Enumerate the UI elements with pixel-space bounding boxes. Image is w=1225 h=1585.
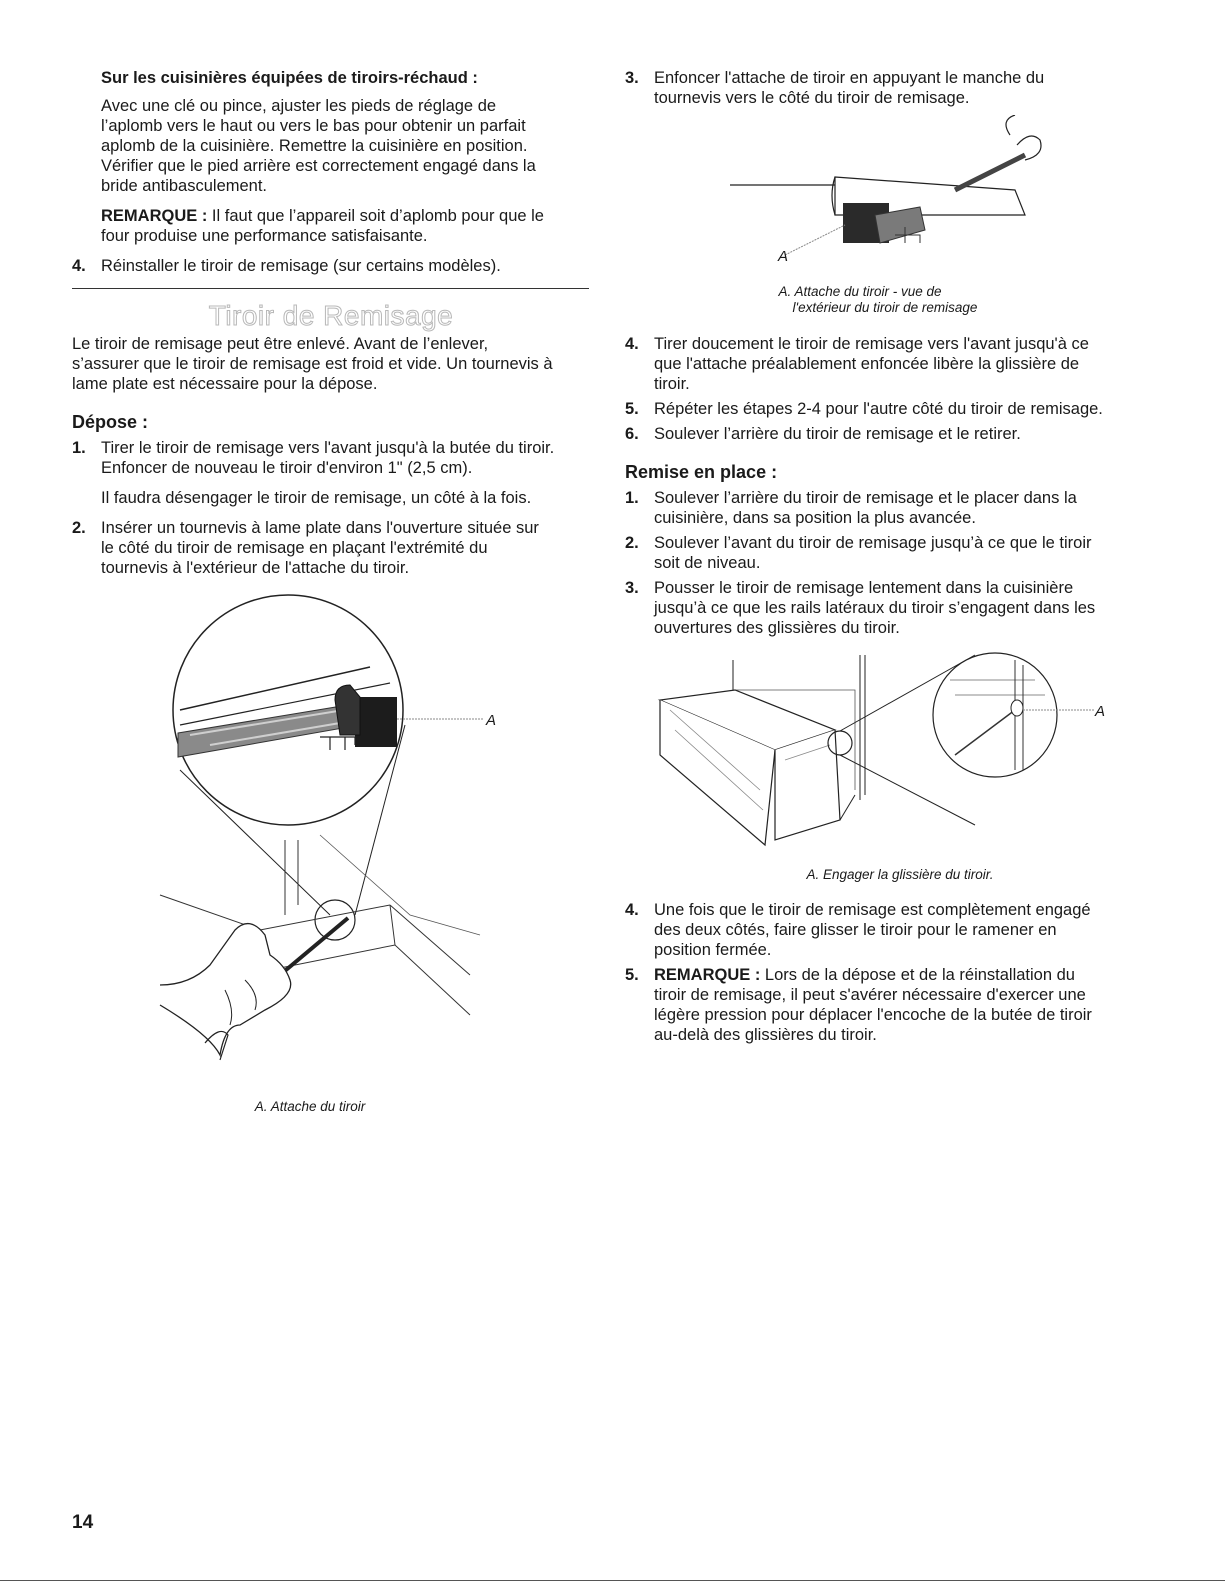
step5b-line4: au-delà des glissières du tiroir.: [654, 1026, 877, 1044]
step6-right-number: 6.: [625, 425, 639, 443]
heading-warming-drawer: Sur les cuisinières équipées de tiroirs-réchaud :: [101, 69, 478, 87]
remise-step1-number: 1.: [625, 489, 639, 507]
step3-line2: tournevis vers le côté du tiroir de remisage.: [654, 89, 970, 107]
depose-step1-line2: Enfoncer de nouveau le tiroir d'environ 1" (2,5 cm).: [101, 459, 473, 477]
step4-right-number: 4.: [625, 335, 639, 353]
step4-right-line1: Tirer doucement le tiroir de remisage vers l'avant jusqu'à ce: [654, 335, 1089, 353]
intro-line-2: l’aplomb vers le haut ou vers le bas pour obtenir un parfait: [101, 117, 526, 135]
fig1-caption-line1: A. Attache du tiroir - vue de: [778, 284, 942, 299]
note-line-1: [101, 206, 544, 226]
fig1-label: A: [778, 248, 789, 265]
fig2-label: A: [1095, 703, 1106, 720]
remise-step2-number: 2.: [625, 534, 639, 552]
drawer-clip-illustration: [150, 585, 500, 1065]
step6-right-line1: Soulever l’arrière du tiroir de remisage et le retirer.: [654, 425, 1021, 443]
intro-line-1: Avec une clé ou pince, ajuster les pieds de réglage de: [101, 97, 497, 115]
depose-step2-line3: tournevis à l'extérieur de l'attache du tiroir.: [101, 559, 410, 577]
remise-step3-line1: Pousser le tiroir de remisage lentement dans la cuisinière: [654, 579, 1074, 597]
step4b-line1: Une fois que le tiroir de remisage est complètement engagé: [654, 901, 1091, 919]
step5b-number: 5.: [625, 966, 639, 984]
drawer-rail-illustration: [655, 650, 1105, 855]
fig2-caption: A. Engager la glissière du tiroir.: [806, 867, 994, 882]
intro-line-5: bride antibasculement.: [101, 177, 268, 195]
depose-heading: Dépose :: [72, 412, 149, 432]
intro-line-3: aplomb de la cuisinière. Remettre la cuisinière en position.: [101, 137, 528, 155]
left-figure-caption: A. Attache du tiroir: [254, 1099, 366, 1114]
remise-step1-line2: cuisinière, dans sa position la plus avancée.: [654, 509, 976, 527]
step3-number: 3.: [625, 69, 639, 87]
remise-heading: Remise en place :: [625, 462, 778, 482]
depose-step2-line2: le côté du tiroir de remisage en plaçant l'extrémité du: [101, 539, 488, 557]
depose-step1-number: 1.: [72, 439, 86, 457]
bottom-edge-line: [0, 1580, 1225, 1581]
step4b-line3: position fermée.: [654, 941, 772, 959]
clip-outside-view-illustration: [725, 115, 1045, 265]
depose-step1-line1: Tirer le tiroir de remisage vers l'avant jusqu'à la butée du tiroir.: [101, 439, 555, 457]
intro-line-4: Vérifier que le pied arrière est correctement engagé dans la: [101, 157, 536, 175]
step4-right-line2: que l'attache préalablement enfoncée libère la glissière de: [654, 355, 1080, 373]
note-label: REMARQUE :: [101, 207, 208, 225]
step4b-line2: des deux côtés, faire glisser le tiroir pour le ramener en: [654, 921, 1057, 939]
note-text-1: Il faut que l’appareil soit d’aplomb pour que le: [207, 207, 544, 225]
page-number: 14: [72, 1512, 94, 1533]
step5b-line1: [654, 965, 1075, 985]
section-intro-3: lame plate est nécessaire pour la dépose.: [72, 375, 378, 393]
section-intro-2: s’assurer que le tiroir de remisage est froid et vide. Un tournevis à: [72, 355, 553, 373]
step5b-text-1: Lors de la dépose et de la réinstallation du: [760, 966, 1075, 984]
step5b-line2: tiroir de remisage, il peut s'avérer nécessaire d'exercer une: [654, 986, 1086, 1004]
step4-number: 4.: [72, 257, 86, 275]
step3-line1: Enfoncer l'attache de tiroir en appuyant le manche du: [654, 69, 1045, 87]
remise-step1-line1: Soulever l’arrière du tiroir de remisage et le placer dans la: [654, 489, 1077, 507]
depose-step2-line1: Insérer un tournevis à lame plate dans l'ouverture située sur: [101, 519, 539, 537]
section-intro-1: Le tiroir de remisage peut être enlevé. Avant de l’enlever,: [72, 335, 489, 353]
step5-right-line1: Répéter les étapes 2-4 pour l'autre côté du tiroir de remisage.: [654, 400, 1103, 418]
fig1-caption-line2: l'extérieur du tiroir de remisage: [792, 300, 978, 315]
remise-step2-line1: Soulever l’avant du tiroir de remisage jusqu’à ce que le tiroir: [654, 534, 1092, 552]
note-line-2: four produise une performance satisfaisante.: [101, 227, 428, 245]
remise-step3-line3: ouvertures des glissières du tiroir.: [654, 619, 900, 637]
depose-step1-note: Il faudra désengager le tiroir de remisage, un côté à la fois.: [101, 489, 532, 507]
step4-right-line3: tiroir.: [654, 375, 690, 393]
step5b-label: REMARQUE :: [654, 966, 761, 984]
step5-right-number: 5.: [625, 400, 639, 418]
section-divider: [72, 288, 589, 289]
left-figure-label: A: [486, 712, 497, 729]
step5b-line3: légère pression pour déplacer l'encoche de la butée de tiroir: [654, 1006, 1092, 1024]
step4-text: Réinstaller le tiroir de remisage (sur certains modèles).: [101, 257, 501, 275]
remise-step3-line2: jusqu’à ce que les rails latéraux du tiroir s’engagent dans les: [654, 599, 1096, 617]
section-title: Tiroir de Remisage: [208, 300, 454, 331]
remise-step2-line2: soit de niveau.: [654, 554, 761, 572]
depose-step2-number: 2.: [72, 519, 86, 537]
remise-step3-number: 3.: [625, 579, 639, 597]
step4b-number: 4.: [625, 901, 639, 919]
